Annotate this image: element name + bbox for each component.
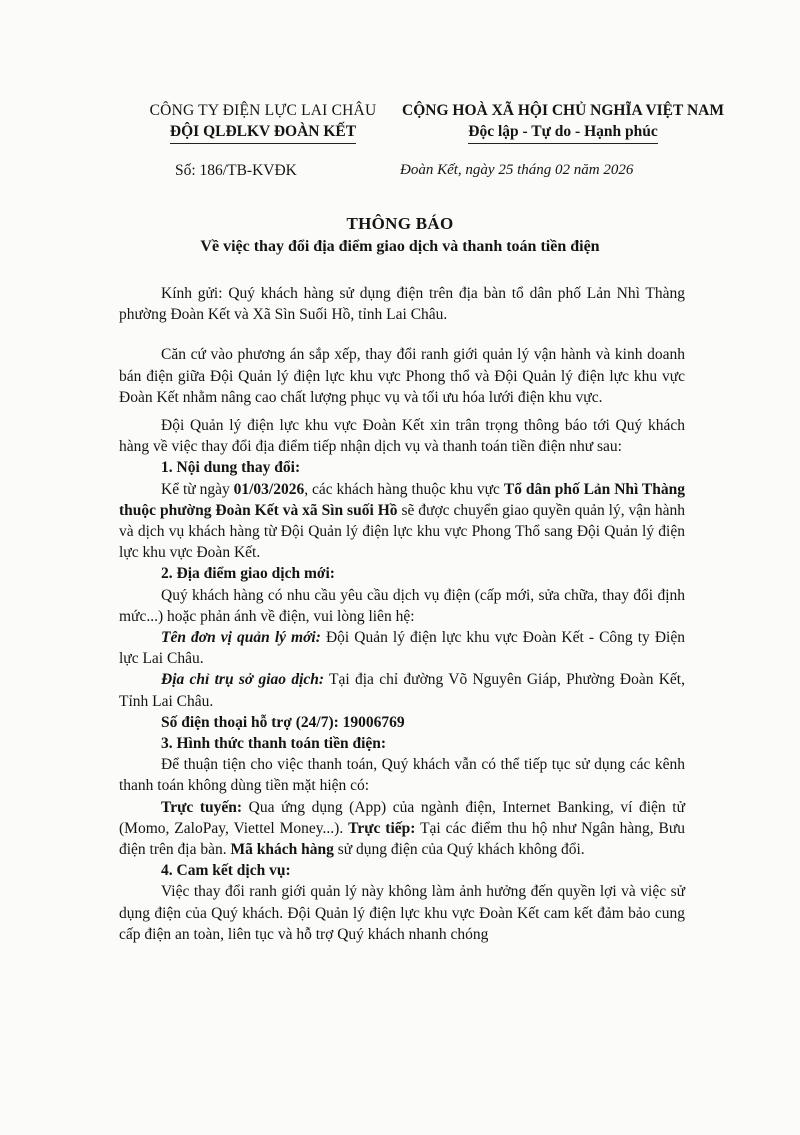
place-date: Đoàn Kết, ngày 25 tháng 02 năm 2026 xyxy=(400,162,634,178)
team-name: ĐỘI QLĐLKV ĐOÀN KẾT xyxy=(170,121,356,144)
support-phone-label: Số điện thoại hỗ trợ (24/7): xyxy=(161,713,339,731)
online-label: Trực tuyến: xyxy=(161,798,243,816)
section-1-text: Kể từ ngày 01/03/2026, các khách hàng thuộc khu vực Tổ dân phố Lản Nhì Thàng thuộc phường Đoàn Kết và xã Sìn suối Hồ sẽ được chuyển giao quyền quản lý, vận hành và dịch vụ khách hàng từ Đội Quản lý điện lực khu vực Phong Thổ sang Đội Quản lý điện lực khu vực Đoàn Kết. xyxy=(119,480,686,562)
motto: Độc lập - Tự do - Hạnh phúc xyxy=(468,121,657,144)
paragraph-basis: Căn cứ vào phương án sắp xếp, thay đổi ranh giới quản lý vận hành và kinh doanh bán điện giữa Đội Quản lý điện lực khu vực Phong thổ và Đội Quản lý điện lực khu vực Đoàn Kết nhằm nâng cao chất lượng phục vụ và tối ưu hóa lưới điện khu vực. xyxy=(119,346,685,406)
new-unit-value: Đội Quản lý điện lực khu vực Đoàn Kết - Công ty Điện lực Lai Châu. xyxy=(119,629,685,668)
support-phone-value: 19006769 xyxy=(338,713,405,731)
greeting: Kính gửi: Quý khách hàng sử dụng điện trên địa bàn tổ dân phố Lản Nhì Thàng phường Đoàn Kết và Xã Sìn Suối Hồ, tỉnh Lai Châu. xyxy=(119,285,685,324)
new-unit xyxy=(119,627,685,669)
support-phone xyxy=(119,712,685,733)
effective-date: 01/03/2026 xyxy=(233,480,305,498)
section-4-heading: 4. Cam kết dịch vụ: xyxy=(161,862,291,880)
section-1-heading: 1. Nội dung thay đổi: xyxy=(161,459,301,477)
country-name: CỘNG HOÀ XÃ HỘI CHỦ NGHĨA VIỆT NAM xyxy=(402,102,724,119)
national-header xyxy=(390,100,736,144)
office-address-value: Tại địa chỉ đường Võ Nguyên Giáp, Phường Đoàn Kết, Tỉnh Lai Châu. xyxy=(119,671,685,710)
office-address-label: Địa chỉ trụ sở giao dịch: xyxy=(161,671,325,689)
section-3-heading: 3. Hình thức thanh toán tiền điện: xyxy=(161,735,387,753)
office-address xyxy=(119,669,685,711)
document-body xyxy=(119,283,685,945)
issuer-block xyxy=(118,100,408,144)
payment-methods: Trực tuyến: Qua ứng dụng (App) của ngành điện, Internet Banking, ví điện tử (Momo, ZaloPay, Viettel Money...). Trực tiếp: Tại các điểm thu hộ như Ngân hàng, Bưu điện trên địa bàn. Mã khách hàng sử dụng điện của Quý khách không đổi. xyxy=(119,798,686,859)
document-subtitle: Về việc thay đổi địa điểm giao dịch và thanh toán tiền điện xyxy=(200,238,600,255)
section-4-text: Việc thay đổi ranh giới quản lý này không làm ảnh hưởng đến quyền lợi và việc sử dụng điện của Quý khách. Đội Quản lý điện lực khu vực Đoàn Kết cam kết đảm bảo cung cấp điện an toàn, liên tục và hỗ trợ Quý khách nhanh chóng xyxy=(119,883,685,943)
affected-area: Tổ dân phố Lản Nhì Thàng thuộc phường Đoàn Kết và xã Sìn suối Hồ xyxy=(119,480,686,519)
section-2-heading: 2. Địa điểm giao dịch mới: xyxy=(161,565,335,583)
company-name: CÔNG TY ĐIỆN LỰC LAI CHÂU xyxy=(149,102,377,119)
section-2-text: Quý khách hàng có nhu cầu yêu cầu dịch vụ điện (cấp mới, sửa chữa, thay đổi định mức...) hoặc phản ánh về điện, vui lòng liên hệ: xyxy=(119,586,685,625)
new-unit-label: Tên đơn vị quản lý mới: xyxy=(161,629,321,647)
document-title: THÔNG BÁO xyxy=(346,214,454,233)
paragraph-intro: Đội Quản lý điện lực khu vực Đoàn Kết xin trân trọng thông báo tới Quý khách hàng về việc thay đổi địa điểm tiếp nhận dịch vụ và thanh toán tiền điện như sau: xyxy=(119,417,685,456)
customer-code-label: Mã khách hàng xyxy=(230,841,334,859)
document-number: Số: 186/TB-KVĐK xyxy=(175,162,297,179)
direct-label: Trực tiếp: xyxy=(348,819,416,837)
section-3-text: Để thuận tiện cho việc thanh toán, Quý khách vẫn có thể tiếp tục sử dụng các kênh thanh toán không dùng tiền mặt hiện có: xyxy=(119,756,685,795)
